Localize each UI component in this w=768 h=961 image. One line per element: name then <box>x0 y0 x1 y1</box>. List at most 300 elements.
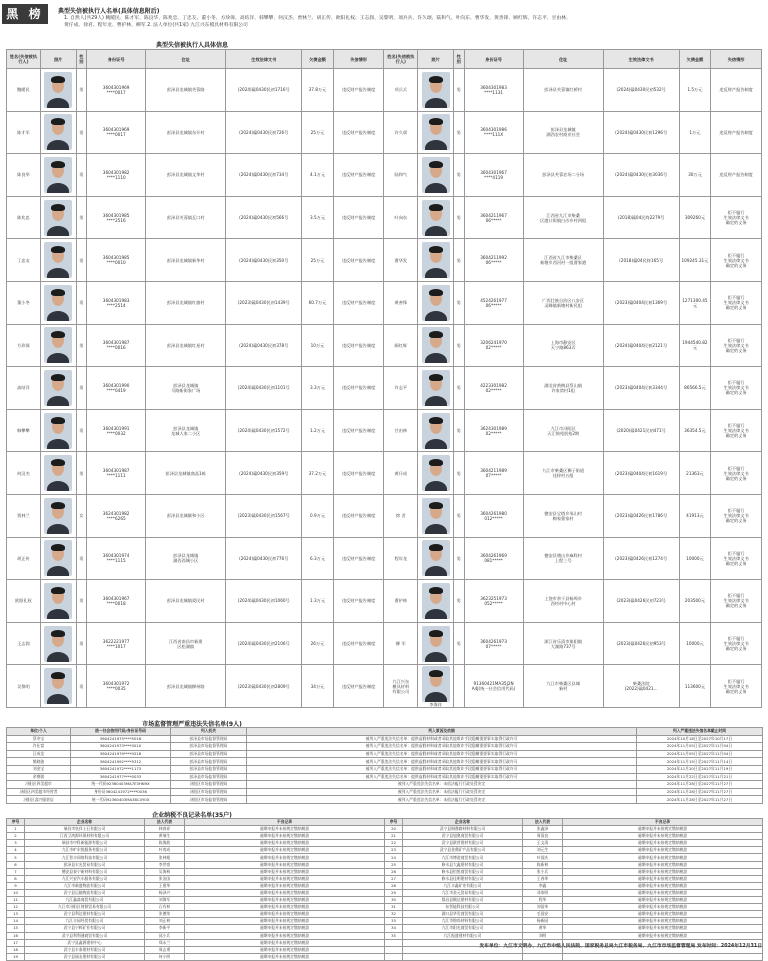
person-doc: (2018)赣04民终165号 <box>603 239 679 282</box>
header <box>0 0 768 40</box>
market-cell: 被列入严重违法失信名单：提供虚假材料或者采取其他欺诈手段隐瞒重要事实取得行政许可 <box>247 743 637 751</box>
legal-rep-name: 李海祥 <box>429 701 442 707</box>
tax-cell: 34 <box>385 925 403 932</box>
header-name: 姓名(失信被执行人) <box>384 50 418 69</box>
photo-cell <box>418 69 454 112</box>
person-doc: (2023)赣0404民初1619号 <box>603 452 679 495</box>
tax-cell: 黄瑞生 <box>145 833 185 840</box>
tax-cell: 叶育成 <box>145 847 185 854</box>
photo-cell <box>418 580 454 623</box>
tax-cell: 邱小兵 <box>145 932 185 939</box>
person-gender: 男 <box>454 580 465 623</box>
market-cell: 浔阳区市场监督管理局 <box>171 796 247 804</box>
person-gender: 男 <box>76 281 87 324</box>
market-cell: 3604241992****5312 <box>71 758 171 766</box>
market-cell: 3604241972****1173 <box>71 765 171 773</box>
photo-cell <box>40 537 76 580</box>
tax-row <box>7 882 763 889</box>
tax-cell: 瑞昌市中科新能源有限公司 <box>25 840 145 847</box>
person-id: 3604301969 ****0017 <box>87 69 146 112</box>
header-id: 身份证号 <box>464 50 523 69</box>
person-address: 湖北省黄梅县蔡山镇 许家湾村1组 <box>523 367 603 410</box>
person-gender: 男 <box>76 154 87 197</box>
person-id: 3604301983 ****1131 <box>464 69 523 112</box>
market-row <box>7 773 763 781</box>
tax-cell: 何小明 <box>145 953 185 960</box>
tax-cell: 江西卫鸿源环保材料有限公司 <box>25 833 145 840</box>
tax-cell: 武宁县运输物流有限公司 <box>25 889 145 896</box>
person-situation: 拒不履行 生效法律文书 确定的义务 <box>711 580 762 623</box>
market-row <box>7 781 763 789</box>
person-id: 3604301991 ****0032 <box>87 409 146 452</box>
person-name: 叶向东 <box>384 196 418 239</box>
person-name: 韩攀攀 <box>7 409 41 452</box>
tax-cell: 10 <box>7 889 25 896</box>
person-situation: 拒不履行 生效法律文书 确定的义务 <box>711 409 762 452</box>
market-row <box>7 765 763 773</box>
person-amount: 60.7万元 <box>302 281 334 324</box>
portrait-photo <box>422 626 450 662</box>
tax-cell: 刘国华 <box>523 904 563 911</box>
market-cell: 2024年10月18日至2027年10月17日 <box>637 735 763 743</box>
tax-row <box>7 897 763 904</box>
person-row <box>7 409 762 452</box>
tax-cell: 九江市博进商贸有限公司 <box>403 854 523 861</box>
person-situation: 拒不履行 生效法律文书 确定的义务 <box>711 665 762 708</box>
person-address: 九江市柴桑区狮子街道 佳梓村五组 <box>523 452 603 495</box>
photo-cell <box>40 622 76 665</box>
person-doc: (2024)赣0430民初359号 <box>226 452 302 495</box>
person-row <box>7 324 762 367</box>
tax-cell: 逾期申报并未按规定缴纳税款 <box>563 911 763 918</box>
person-id: 4223301982 02***** <box>464 367 523 410</box>
person-doc: (2024)赣0430民初1060号 <box>226 580 302 623</box>
person-name: 欧阳礼权 <box>7 580 41 623</box>
person-name: 鲍暖民 <box>7 69 41 112</box>
person-gender: 男 <box>454 239 465 282</box>
person-amount: 21363元 <box>679 452 711 495</box>
person-doc: (2024)赣0430民初3036号 <box>603 154 679 197</box>
person-id: 3604301974 ****1115 <box>87 537 146 580</box>
market-cell: 2024年11月28日至2027年11月27日 <box>637 788 763 796</box>
person-amount: 1万元 <box>679 111 711 154</box>
person-address: 上饶市余干县杨埠乡 西经村中心村 <box>523 580 603 623</box>
portrait-photo <box>44 626 72 662</box>
person-doc: (2024)赣0430民初734号 <box>226 154 302 197</box>
tax-cell: 逾期申报并未按规定缴纳税款 <box>563 875 763 882</box>
tax-cell: 逾期申报并未按规定缴纳税款 <box>563 904 763 911</box>
photo-cell <box>418 111 454 154</box>
portrait-photo <box>422 666 450 702</box>
portrait-photo <box>44 200 72 236</box>
tax-cell: 九江市金元贸易有限公司 <box>403 889 523 896</box>
tax-cell: 22 <box>385 840 403 847</box>
tax-cell: 张鑫泽 <box>523 826 563 833</box>
header-amount: 欠债金额 <box>302 50 334 69</box>
person-situation: 拒不履行 生效法律文书 确定的义务 <box>711 324 762 367</box>
tax-cell: 19 <box>7 953 25 960</box>
person-amount: 37.8万元 <box>302 69 334 112</box>
tax-row <box>7 868 763 875</box>
tax-cell: 逾期申报并未按规定缴纳税款 <box>185 868 385 875</box>
photo-cell <box>418 452 454 495</box>
header-photo: 照片 <box>40 50 76 69</box>
person-amount: 26万元 <box>302 622 334 665</box>
person-situation: 违反财产报告制度 <box>333 154 384 197</box>
person-amount: 25万元 <box>302 111 334 154</box>
portrait-photo <box>44 327 72 363</box>
tax-cell: 修水县恒悦商贸有限公司 <box>403 868 523 875</box>
person-address: 九江市浔阳区 天汇锦苑别苑2期 <box>523 409 603 452</box>
photo-cell <box>418 196 454 239</box>
tax-cell: 24 <box>385 854 403 861</box>
person-name: 胡正传 <box>7 537 41 580</box>
person-situation: 拒不履行 生效法律文书 确定的义务 <box>711 494 762 537</box>
person-doc: 柴桑法院 (2022)赣0421... <box>603 665 679 708</box>
market-row <box>7 758 763 766</box>
tax-cell: 张林根 <box>145 854 185 861</box>
tax-cell: 武宁县利利通商贸有限公司 <box>25 932 145 939</box>
market-cell: 浔阳区市场监督管理局 <box>171 788 247 796</box>
tax-cell: 武宁县丽友建材有限公司 <box>25 953 145 960</box>
person-gender: 男 <box>454 367 465 410</box>
market-cell: 被列入严重违法失信名单：提供虚假材料或者采取其他欺诈手段隐瞒重要事实取得行政许可 <box>247 773 637 781</box>
person-id: 3604301967 ****0018 <box>87 580 146 623</box>
photo-cell <box>40 239 76 282</box>
person-situation: 违反财产报告制度 <box>333 239 384 282</box>
person-situation: 违反财产报告制度 <box>333 324 384 367</box>
photo-cell <box>40 580 76 623</box>
person-doc: (2023)赣0426民初1786号 <box>603 494 679 537</box>
tax-table <box>6 818 763 961</box>
person-id: 3604301987 ****1111 <box>87 452 146 495</box>
person-row <box>7 665 762 708</box>
market-row <box>7 735 763 743</box>
tax-cell: 九江鑫淼商贸有限公司 <box>25 897 145 904</box>
market-cell: 浔阳区四美超市经营者 <box>7 788 71 796</box>
market-cell: 彭泽县市场监督管理局 <box>171 750 247 758</box>
tax-section-title: 企业纳税不良记录名单(35户) <box>152 812 232 819</box>
person-row <box>7 622 762 665</box>
tax-cell: 石有林 <box>145 904 185 911</box>
tax-cell: 黄华 <box>523 925 563 932</box>
photo-cell <box>418 494 454 537</box>
person-row <box>7 494 762 537</box>
person-amount: 3.3万元 <box>302 367 334 410</box>
photo-cell <box>418 154 454 197</box>
market-cell: 汪成龙 <box>7 750 71 758</box>
tax-cell: 逾期申报并未按规定缴纳税款 <box>563 882 763 889</box>
person-address: 彭泽县芙蓉农场二分场 <box>523 154 603 197</box>
tax-cell: 2 <box>7 833 25 840</box>
tax-cell: 逾期申报并未按规定缴纳税款 <box>563 854 763 861</box>
tax-cell: 逾期申报并未按规定缴纳税款 <box>563 918 763 925</box>
person-name: 贾林兰 <box>7 494 41 537</box>
empty-cell <box>403 953 523 960</box>
photo-cell <box>40 665 76 708</box>
portrait-photo <box>422 157 450 193</box>
person-gender: 男 <box>76 367 87 410</box>
person-address: 彭泽县龙城镇文华村 <box>146 154 226 197</box>
tax-cell: 九江丰鑫矿业有限公司 <box>403 882 523 889</box>
photo-cell <box>418 367 454 410</box>
tax-cell: 吴海林 <box>145 868 185 875</box>
person-amount: 10000元 <box>679 537 711 580</box>
tax-cell: 湖口县华发商贸有限公司 <box>403 911 523 918</box>
person-amount: 25万元 <box>302 239 334 282</box>
person-name: 何汉杰 <box>7 452 41 495</box>
tax-cell: 23 <box>385 847 403 854</box>
tax-cell: 逾期申报并未按规定缴纳税款 <box>185 861 385 868</box>
photo-cell <box>418 622 454 665</box>
person-address: 彭泽县龙城镇红旗村 <box>146 281 226 324</box>
person-name: 许久颂 <box>384 111 418 154</box>
tax-cell: 九江兴安汽车服务有限公司 <box>25 875 145 882</box>
person-name: 陈良华 <box>7 154 41 197</box>
header-doc: 生效法律文书 <box>603 50 679 69</box>
market-cell: 余赛骐 <box>7 773 71 781</box>
tax-row <box>7 847 763 854</box>
tax-cell: 逾期申报并未按规定缴纳税款 <box>185 918 385 925</box>
person-doc: (2024)赣0404民初2121号 <box>603 324 679 367</box>
person-gender: 男 <box>454 494 465 537</box>
person-name: 顾红辉 <box>384 324 418 367</box>
tax-cell: 武宁县铜鼎路材料有限公司 <box>403 826 523 833</box>
person-id: 3604301990 ****0419 <box>87 367 146 410</box>
portrait-photo <box>44 540 72 576</box>
tax-row <box>7 932 763 939</box>
person-amount: 6.3万元 <box>302 537 334 580</box>
market-cell: 蔡冬宝 <box>7 735 71 743</box>
portrait-photo <box>422 455 450 491</box>
tax-cell: 陈新林 <box>523 861 563 868</box>
tax-cell: 28 <box>385 882 403 889</box>
person-amount: 309260元 <box>679 196 711 239</box>
tax-cell: 25 <box>385 861 403 868</box>
person-gender: 男 <box>454 324 465 367</box>
header-id: 身份证号 <box>87 50 146 69</box>
tax-row <box>7 875 763 882</box>
market-cell: 2024年11月28日至2027年11月27日 <box>637 796 763 804</box>
portrait-photo <box>422 242 450 278</box>
header-list-line1: 1. 自然人(共29人) 鲍暖民、陈才军、陈良华、陈兆忠、丁忠友、董小冬、方珍保、高结洋、韩攀攀、何汉杰、贾林兰、胡正传、欧阳礼权、王志润、吴黎明、项兵兵、许久颂、陆和气、叶向东、曹华发、黄善锋、顾红辉、许志平、甘由林、 <box>64 16 571 21</box>
tax-cell: 逾期申报并未按规定缴纳税款 <box>185 889 385 896</box>
person-doc: (2024)赣0430民初1716号 <box>226 69 302 112</box>
tax-cell: 九江振盛建材有限公司 <box>403 932 523 939</box>
person-situation: 违反财产报告制度 <box>333 196 384 239</box>
person-amount: 41913元 <box>679 494 711 537</box>
person-gender: 男 <box>454 196 465 239</box>
market-cell: 身份证3604241972****0036 <box>71 788 171 796</box>
tax-cell: 35 <box>385 932 403 939</box>
person-row <box>7 154 762 197</box>
person-amount: 0.9万元 <box>302 494 334 537</box>
person-id: 3604301987 ****0016 <box>87 324 146 367</box>
person-amount: 86566.5元 <box>679 367 711 410</box>
persons-table-header <box>7 50 762 69</box>
tax-cell: 逾期申报并未按规定缴纳税款 <box>185 882 385 889</box>
person-situation: 违反财产报告制度 <box>333 111 384 154</box>
photo-cell <box>40 154 76 197</box>
person-gender: 男 <box>76 324 87 367</box>
header-name: 姓名(失信被执行人) <box>7 50 41 69</box>
person-address: 江西省南昌市新建 区松湖镇 <box>146 622 226 665</box>
person-situation: 违反财产报告制度 <box>333 367 384 410</box>
market-cell: 被列入严重违法失信名单：提供虚假材料或者采取其他欺诈手段隐瞒重要事实取得行政许可 <box>247 750 637 758</box>
header-amount: 欠债金额 <box>679 50 711 69</box>
person-amount: 1.5万元 <box>679 69 711 112</box>
photo-cell <box>418 324 454 367</box>
person-amount: 4.1万元 <box>302 154 334 197</box>
person-amount: 109245.31元 <box>679 239 711 282</box>
market-cell: 许仕富 <box>7 743 71 751</box>
tax-row <box>7 840 763 847</box>
tax-cell: 武宁县旭奥商贸有限公司 <box>403 833 523 840</box>
tax-cell: 1 <box>7 826 25 833</box>
person-situation: 拒不履行 生效法律文书 确定的义务 <box>711 281 762 324</box>
person-name: 曹华发 <box>384 239 418 282</box>
portrait-photo <box>44 157 72 193</box>
portrait-photo <box>422 583 450 619</box>
portrait-photo <box>422 370 450 406</box>
market-section-title: 市场监督管理严重违法失信名单(9人) <box>142 721 242 728</box>
person-amount: 30万元 <box>679 154 711 197</box>
photo-cell <box>40 111 76 154</box>
tax-cell: 武宁县丰泰建材有限公司 <box>25 946 145 953</box>
tax-cell: 逾期申报并未按规定缴纳税款 <box>185 875 385 882</box>
portrait-photo <box>44 242 72 278</box>
market-cell: 2024年11月20日至2027年11月19日 <box>637 765 763 773</box>
person-doc: (2024)赣0430民初532号 <box>603 69 679 112</box>
person-doc: (2023)赣0426民初1274号 <box>603 537 679 580</box>
tax-cell: 九江市浔阳区财源贸易有限公司 <box>25 904 145 911</box>
person-id: 3604301982 ****1110 <box>87 154 146 197</box>
person-amount: 37.2万元 <box>302 452 334 495</box>
portrait-photo <box>422 327 450 363</box>
tax-cell: 王文清 <box>523 840 563 847</box>
photo-cell <box>40 69 76 112</box>
market-cell: 3604241975****5016 <box>71 735 171 743</box>
market-cell: 彭泽县市场监督管理局 <box>171 743 247 751</box>
person-name: 吴黎明 <box>7 665 41 708</box>
tax-header: 法人代表 <box>145 819 185 826</box>
market-cell: 2024年11月22日至2027年11月21日 <box>637 773 763 781</box>
market-table <box>6 727 763 804</box>
tax-header: 不良记录 <box>563 819 763 826</box>
portrait-photo <box>422 540 450 576</box>
tax-cell: 29 <box>385 889 403 896</box>
person-name: 陈才军 <box>7 111 41 154</box>
person-id: 3604261969 081***** <box>464 537 523 580</box>
person-gender: 男 <box>454 154 465 197</box>
market-header: 列入严重违法失信名单截止时间 <box>637 728 763 736</box>
person-name: 徐 君 <box>384 494 418 537</box>
person-doc: (2020)赣0421民初471号 <box>603 409 679 452</box>
market-cell: 浔阳区四美超市 <box>7 781 71 789</box>
tax-cell: 27 <box>385 875 403 882</box>
person-doc: (2023)赣0426民初723号 <box>603 580 679 623</box>
person-situation: 拒不履行 生效法律文书 确定的义务 <box>711 537 762 580</box>
tax-cell: 张德荣 <box>145 911 185 918</box>
tax-cell: 逾期申报并未按规定缴纳税款 <box>563 833 763 840</box>
tax-cell: 逾期申报并未按规定缴纳税款 <box>563 889 763 896</box>
market-cell: 浔阳区睿兴服装店 <box>7 796 71 804</box>
person-doc: (2023)赣0426民初953号 <box>603 622 679 665</box>
person-row <box>7 69 762 112</box>
tax-cell: 东智能科技有限公司 <box>403 904 523 911</box>
person-situation: 拒不履行 生效法律文书 确定的义务 <box>711 367 762 410</box>
tax-cell: 王建华 <box>145 882 185 889</box>
tax-cell: 26 <box>385 868 403 875</box>
empty-cell <box>563 953 763 960</box>
person-address: 彭泽县龙城镇 湖西西城小区 <box>146 537 226 580</box>
tax-cell: 逾期申报并未按规定缴纳税款 <box>563 826 763 833</box>
person-amount: 1944540.82元 <box>679 324 711 367</box>
person-name: 项兵兵 <box>384 69 418 112</box>
person-gender: 男 <box>76 622 87 665</box>
person-id: 3604261973 07***** <box>464 622 523 665</box>
tax-cell: 逾期申报并未按规定缴纳税款 <box>563 840 763 847</box>
person-id: 3604301983 ****2514 <box>87 281 146 324</box>
tax-cell: 31 <box>385 904 403 911</box>
person-id: 3622221977 ****1017 <box>87 622 146 665</box>
tax-cell: 李鑫 <box>523 882 563 889</box>
market-header: 列入原因及依据 <box>247 728 637 736</box>
tax-cell: 修水县大鑫建材有限公司 <box>403 861 523 868</box>
portrait-photo <box>44 668 72 704</box>
person-situation: 违反财产报告制度 <box>333 494 384 537</box>
person-doc: (2023)赣0404民初1369号 <box>603 281 679 324</box>
person-amount: 1271300.45元 <box>679 281 711 324</box>
person-name: 方珍保 <box>7 324 41 367</box>
person-doc: (2024)赣0430民初2106号 <box>226 622 302 665</box>
person-doc: (2024)赣0430民初350号 <box>226 239 302 282</box>
empty-cell <box>385 953 403 960</box>
person-address: 彭泽县龙城镇 马路新街家广场 <box>146 367 226 410</box>
tax-cell: 7 <box>7 868 25 875</box>
tax-cell: 30 <box>385 897 403 904</box>
person-gender: 男 <box>76 452 87 495</box>
tax-cell: 武宁县宁辉矿业有限公司 <box>25 925 145 932</box>
person-doc: (2018)赣04民终2279号 <box>603 196 679 239</box>
market-cell: 被列入严重违法失信名单：提供虚假材料或者采取其他欺诈手段隐瞒重要事实取得行政许可 <box>247 758 637 766</box>
tax-cell: 逾期申报并未按规定缴纳税款 <box>185 854 385 861</box>
tax-cell: 林春祥 <box>145 826 185 833</box>
person-gender: 男 <box>454 452 465 495</box>
person-situation: 违反财产报告制度 <box>333 69 384 112</box>
person-amount: 10万元 <box>302 324 334 367</box>
photo-cell <box>40 324 76 367</box>
person-doc: (2024)赣0430民初726号 <box>226 111 302 154</box>
person-doc: (2024)赣0430民初378号 <box>226 324 302 367</box>
market-row <box>7 796 763 804</box>
person-gender: 男 <box>454 111 465 154</box>
tax-cell: 李世豪 <box>145 861 185 868</box>
person-amount: 3.5万元 <box>302 196 334 239</box>
person-doc: (2023)赣0430民初2809号 <box>226 665 302 708</box>
person-address: 彭泽县芙蓉镇瓦口村 <box>146 196 226 239</box>
person-address: 德安县塘山乡麻科村 上程三号 <box>523 537 603 580</box>
person-amount: 10000元 <box>679 622 711 665</box>
market-cell: 被列入严重违法失信名单：提供虚假材料或者采取其他欺诈手段隐瞒重要事实取得行政许可 <box>247 765 637 773</box>
tax-cell: 邓家明 <box>523 889 563 896</box>
person-name: 曹护林 <box>384 580 418 623</box>
header-doc: 生效法律文书 <box>226 50 302 69</box>
tax-cell: 武宁县鑫源建材中心 <box>25 939 145 946</box>
market-cell: 彭泽县市场监督管理局 <box>171 758 247 766</box>
person-row <box>7 367 762 410</box>
market-cell: 2024年11月05日至2027年11月04日 <box>637 743 763 751</box>
